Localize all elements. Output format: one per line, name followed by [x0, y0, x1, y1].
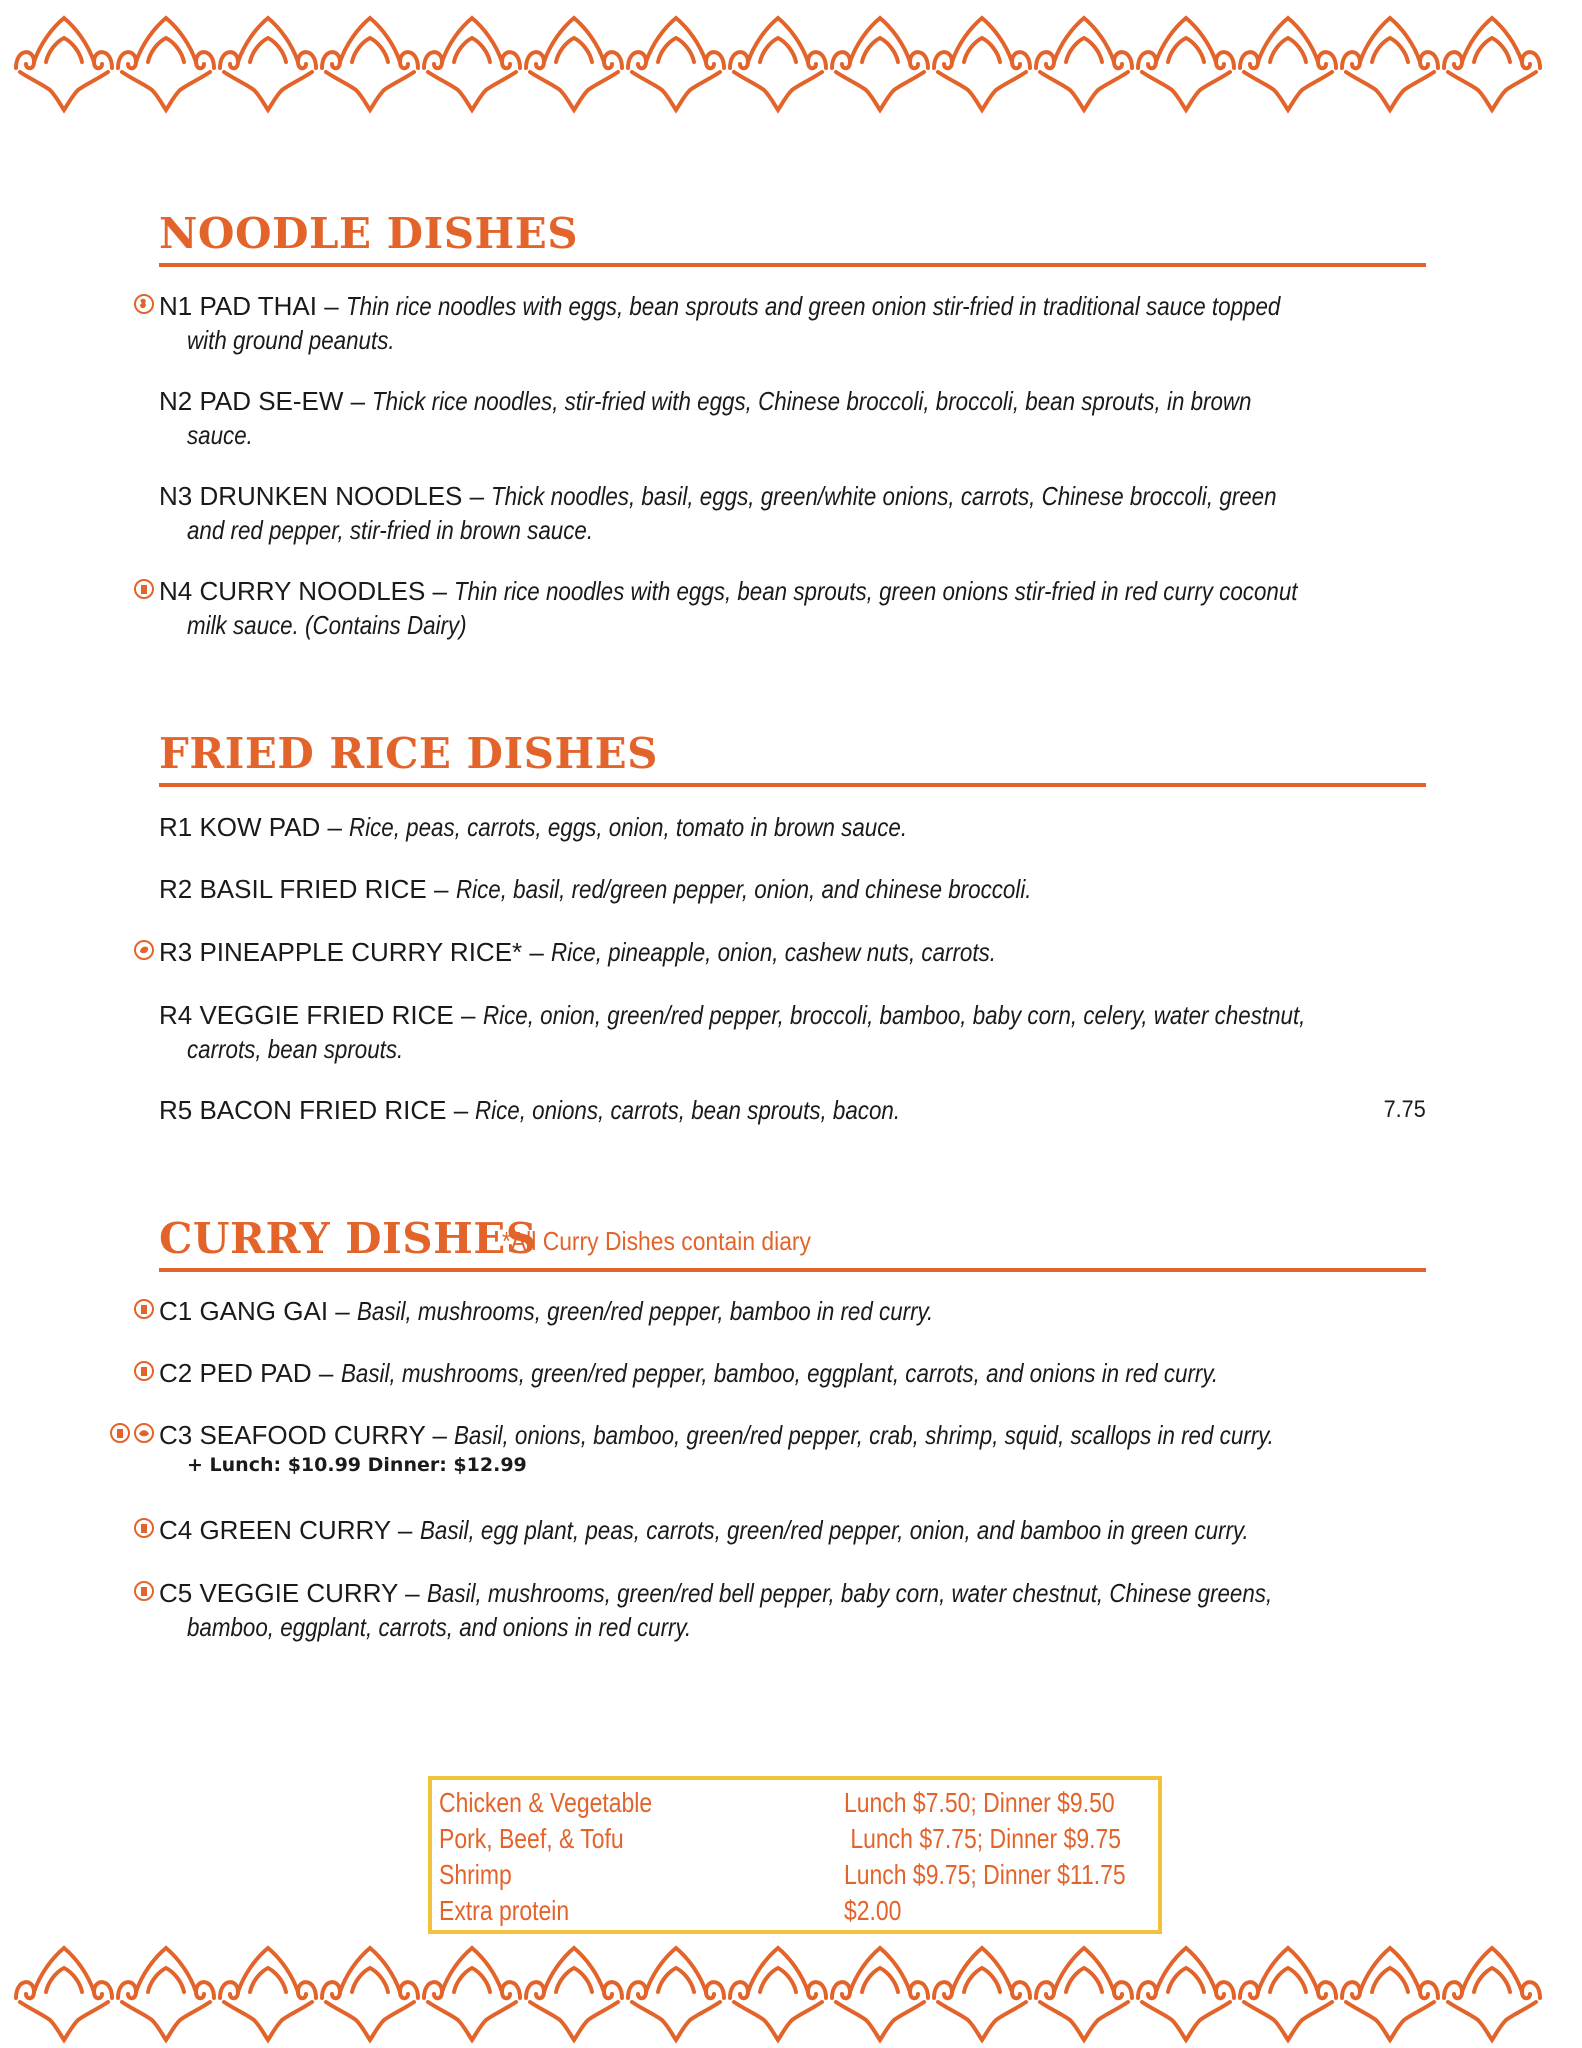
peanut-icon — [134, 294, 154, 314]
curry-section — [159, 1188, 1426, 1642]
price-row — [439, 1857, 1158, 1893]
item-description-cont: and red pepper, stir-fried in brown sauce. — [187, 515, 594, 545]
dairy-icon — [134, 1361, 154, 1381]
item-description: Rice, onion, green/red pepper, broccoli, bamboo, baby corn, celery, water chestnut, — [482, 1000, 1306, 1030]
item-name: C5 VEGGIE CURRY – — [159, 1578, 420, 1608]
fried-rice-section-header — [159, 703, 1426, 787]
allergen-icons — [134, 1361, 154, 1381]
protein-name: Extra protein — [439, 1895, 570, 1926]
menu-item-r3 — [159, 935, 1426, 969]
item-name: R2 BASIL FRIED RICE – — [159, 874, 449, 904]
menu-item-c2 — [159, 1356, 1426, 1390]
item-name: C1 GANG GAI – — [159, 1296, 350, 1326]
protein-name: Pork, Beef, & Tofu — [439, 1823, 624, 1854]
item-description: Basil, mushrooms, green/red bell pepper, baby corn, water chestnut, Chinese greens, — [426, 1578, 1272, 1608]
fried-rice-section — [159, 703, 1426, 1125]
menu-item-r4 — [159, 998, 1426, 1066]
nut-icon — [134, 940, 154, 960]
item-name: N2 PAD SE-EW – — [159, 386, 366, 416]
item-description: Rice, onions, carrots, bean sprouts, bacon. — [475, 1095, 901, 1125]
item-description-cont: bamboo, eggplant, carrots, and onions in red curry. — [187, 1612, 692, 1642]
protein-name: Shrimp — [439, 1859, 512, 1890]
protein-price: Lunch $9.75; Dinner $11.75 — [844, 1859, 1126, 1890]
item-name: R5 BACON FRIED RICE – — [159, 1095, 469, 1125]
allergen-icons — [134, 294, 154, 314]
section-title: NOODLE DISHES — [159, 209, 579, 258]
menu-item-r1 — [159, 810, 1426, 844]
item-description: Basil, onions, bamboo, green/red pepper, crab, shrimp, squid, scallops in red curry. — [454, 1420, 1275, 1450]
menu-item-n4 — [159, 574, 1426, 642]
price-row — [439, 1893, 1158, 1929]
allergen-icons — [134, 1299, 154, 1319]
price-row — [439, 1785, 1158, 1821]
item-name: C4 GREEN CURRY – — [159, 1515, 413, 1545]
noodle-section-header — [159, 183, 1426, 267]
item-name: N1 PAD THAI – — [159, 291, 339, 321]
protein-price: $2.00 — [844, 1895, 902, 1926]
menu-item-n1 — [159, 289, 1426, 357]
dairy-icon — [110, 1423, 130, 1443]
dairy-icon — [134, 1518, 154, 1538]
item-price: 7.75 — [1383, 1096, 1426, 1123]
dairy-icon — [134, 1299, 154, 1319]
item-description: Thick rice noodles, stir-fried with eggs, Chinese broccoli, broccoli, bean sprouts, in brown — [372, 386, 1252, 416]
protein-price: Lunch $7.75; Dinner $9.75 — [844, 1823, 1122, 1854]
item-description-cont: milk sauce. (Contains Dairy) — [187, 610, 467, 640]
noodle-section — [159, 183, 1426, 640]
curry-section-header — [159, 1188, 1426, 1272]
menu-item-r2 — [159, 872, 1426, 906]
item-description: Basil, mushrooms, green/red pepper, bamboo, eggplant, carrots, and onions in red curry. — [340, 1358, 1218, 1388]
item-description: Basil, mushrooms, green/red pepper, bamboo in red curry. — [356, 1296, 934, 1326]
item-description: Rice, peas, carrots, eggs, onion, tomato in brown sauce. — [349, 812, 908, 842]
item-name: C3 SEAFOOD CURRY – — [159, 1420, 448, 1450]
allergen-icons — [134, 1581, 154, 1601]
menu-item-n3 — [159, 479, 1426, 547]
decorative-border-top — [12, 8, 1570, 118]
menu-item-c3 — [159, 1418, 1426, 1478]
allergen-icons — [110, 1423, 154, 1443]
item-description-cont: carrots, bean sprouts. — [187, 1034, 404, 1064]
section-title: FRIED RICE DISHES — [159, 729, 658, 778]
allergen-icons — [134, 1518, 154, 1538]
dairy-icon — [134, 1581, 154, 1601]
protein-price-box — [428, 1776, 1162, 1934]
item-description: Thick noodles, basil, eggs, green/white onions, carrots, Chinese broccoli, green — [491, 481, 1277, 511]
section-note: *All Curry Dishes contain diary — [502, 1226, 812, 1256]
menu-item-c4 — [159, 1513, 1426, 1547]
item-name: N4 CURRY NOODLES – — [159, 576, 448, 606]
item-name: R4 VEGGIE FRIED RICE – — [159, 1000, 476, 1030]
dairy-icon — [134, 579, 154, 599]
item-description: Rice, pineapple, onion, cashew nuts, carrots. — [551, 937, 997, 967]
item-description: Thin rice noodles with eggs, bean sprouts, green onions stir-fried in red curry coconut — [454, 576, 1298, 606]
item-price-addon: + Lunch: $10.99 Dinner: $12.99 — [187, 1454, 527, 1476]
menu-item-n2 — [159, 384, 1426, 452]
decorative-border-bottom — [12, 1938, 1570, 2048]
item-description-cont: sauce. — [187, 420, 253, 450]
item-description: Thin rice noodles with eggs, bean sprouts and green onion stir-fried in traditional sauce topped — [345, 291, 1281, 321]
menu-item-c5 — [159, 1576, 1426, 1644]
item-description-cont: with ground peanuts. — [187, 325, 395, 355]
shellfish-icon — [134, 1423, 154, 1443]
allergen-icons — [134, 940, 154, 960]
item-name: C2 PED PAD – — [159, 1358, 334, 1388]
item-description: Basil, egg plant, peas, carrots, green/red pepper, onion, and bamboo in green curry. — [419, 1515, 1249, 1545]
menu-item-r5 — [159, 1093, 1426, 1127]
price-row — [439, 1821, 1158, 1857]
item-name: N3 DRUNKEN NOODLES – — [159, 481, 485, 511]
item-name: R3 PINEAPPLE CURRY RICE* – — [159, 937, 544, 967]
protein-name: Chicken & Vegetable — [439, 1787, 653, 1818]
protein-price: Lunch $7.50; Dinner $9.50 — [844, 1787, 1115, 1818]
section-title: CURRY DISHES — [159, 1214, 537, 1263]
allergen-icons — [134, 579, 154, 599]
item-name: R1 KOW PAD – — [159, 812, 343, 842]
item-description: Rice, basil, red/green pepper, onion, and chinese broccoli. — [455, 874, 1032, 904]
menu-item-c1 — [159, 1294, 1426, 1328]
